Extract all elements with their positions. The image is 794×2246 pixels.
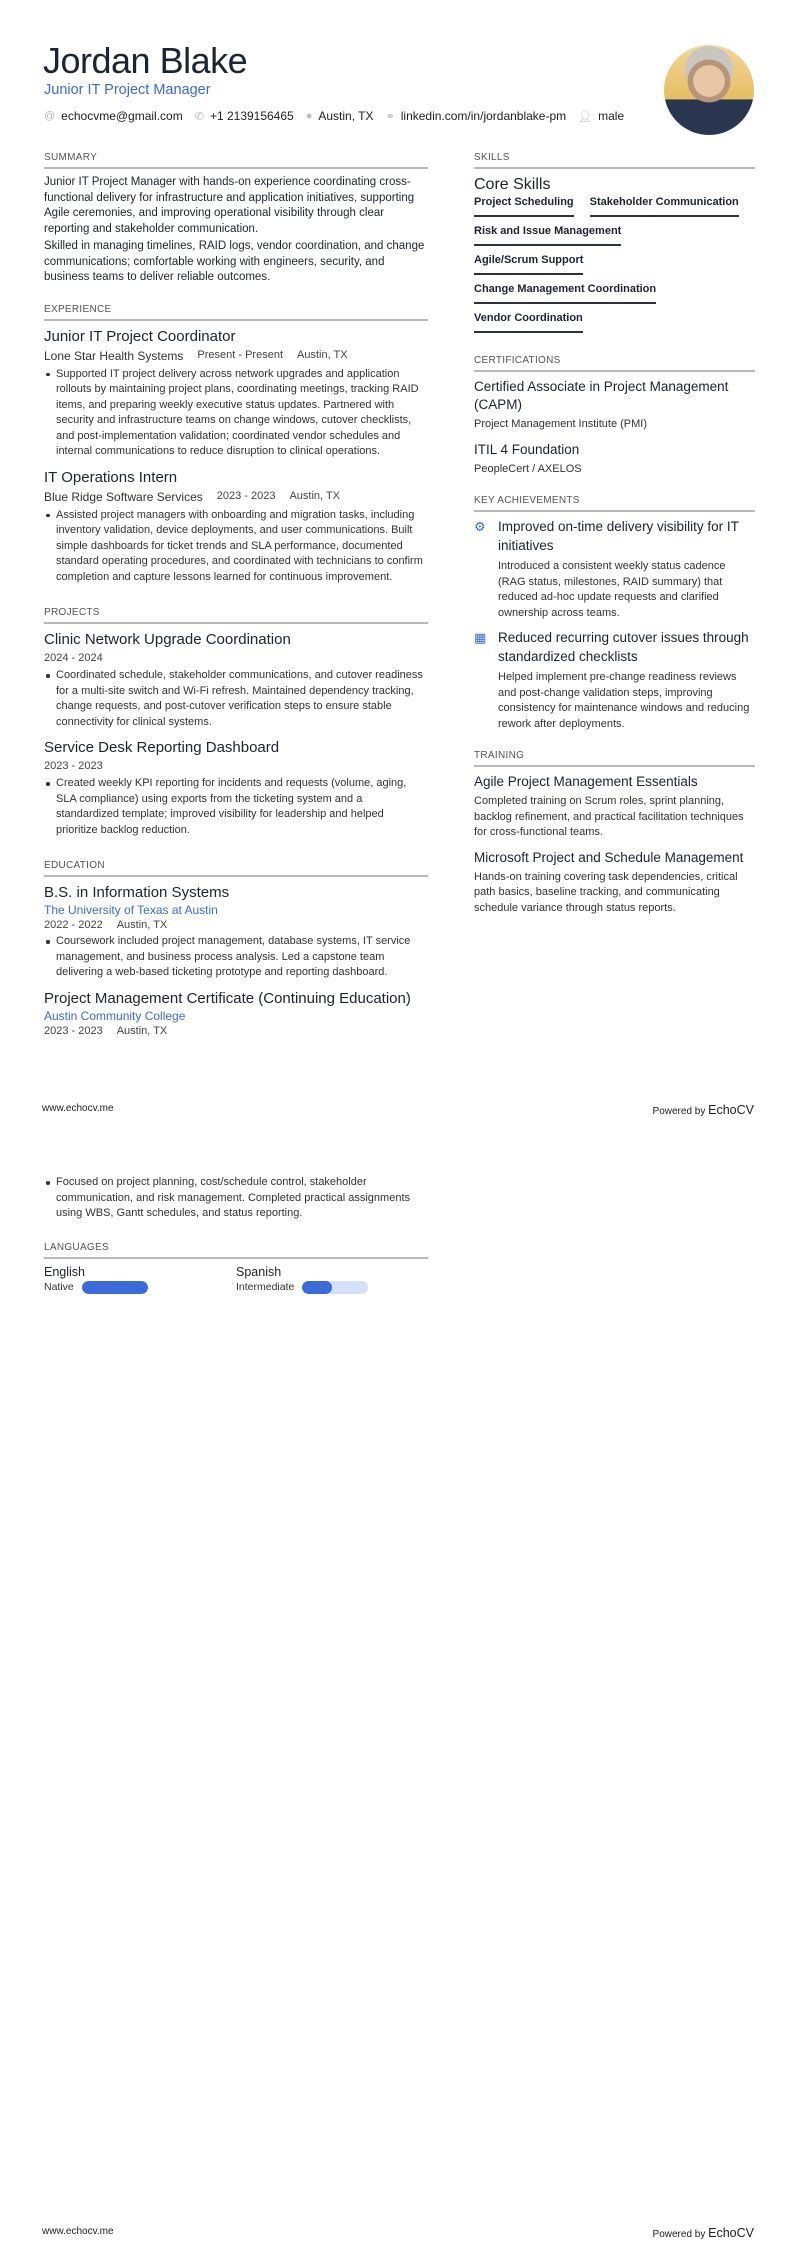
cert-issuer: Project Management Institute (PMI) [474,418,648,430]
skill-group-title: Core Skills [474,176,551,193]
dates: 2024 - 2024 [44,652,103,664]
footer-site-link[interactable]: www.echocv.me [42,1103,114,1114]
skill-tag: Vendor Coordination [474,312,583,333]
location-icon: ● [305,110,313,122]
projects-section [44,607,428,838]
person-icon: 👤︎ [578,110,593,123]
contact-phone[interactable]: ✆ +1 2139156465 [194,109,294,123]
section-heading: TRAINING [474,750,755,767]
experience-item [44,468,428,586]
contact-list [44,109,624,123]
gear-icon: ⚙ [474,519,486,534]
bullet: Assisted project managers with onboarding and migration tasks, including inventory validation, device deployments, and user communications. Built simple dashboards for ticket trends and SLA performance, documented standard operating procedures, and coordinated with technicians to confirm completion and capture lessons learned for continuous improvement. [44,508,428,586]
building-icon: ▦ [474,630,487,645]
certifications-section [474,355,755,477]
cert-name: ITIL 4 Foundation [474,441,580,457]
role-title: IT Operations Intern [44,468,178,486]
certification-item [474,378,755,433]
certification-item [474,441,755,478]
bullet: Created weekly KPI reporting for incidents and requests (volume, aging, SLA compliance) using exports from the ticketing system and a standardized template; improved visibility for leadership and helped prioritize backlog reduction. [44,776,428,838]
skill-tag: Agile/Scrum Support [474,254,583,275]
location: Austin, TX [116,919,168,931]
section-heading: EXPERIENCE [44,304,428,321]
section-heading: SKILLS [474,152,755,169]
section-heading: SUMMARY [44,152,428,169]
summary-text: Junior IT Project Manager with hands-on experience coordinating cross-functional delivery for infrastructure and application initiatives, supporting Agile ceremonies, and improving operational visibility through clear reporting and stakeholder communication. [44,176,415,235]
section-heading: PROJECTS [44,607,428,624]
language-level: Intermediate [236,1281,295,1293]
training-item [474,849,755,917]
language-item [236,1265,428,1294]
contact-email[interactable]: @ echocvme@gmail.com [44,109,183,123]
achievements-section [474,495,755,732]
page-footer [42,2226,754,2240]
language-item [44,1265,236,1294]
role-title: Junior IT Project Coordinator [44,327,236,345]
contact-location: ● Austin, TX [305,109,374,123]
cert-name: Certified Associate in Project Management (CAPM) [474,379,729,412]
left-column [44,1175,428,1294]
left-column [44,152,428,1045]
education-item [44,989,428,1037]
training-item [474,773,755,841]
education-item [44,883,428,981]
bullet: Focused on project planning, cost/schedule control, stakeholder communication, and risk management. Completed practical assignments using WBS, Gantt schedules, and status reporting. [44,1175,428,1222]
training-desc: Completed training on Scrum roles, sprint planning, backlog refinement, and practical facilitation techniques for cross-functional teams. [474,795,744,838]
dates: 2023 - 2023 [44,760,103,772]
training-title: Microsoft Project and Schedule Management [474,849,744,865]
bullet: Supported IT project delivery across network upgrades and application rollouts by maintaining project plans, coordinating meetings, tracking RAID items, and preparing weekly executive status updates. Partnered with security and infrastructure teams on change windows, cutover checklists, and post-implementation validation; coordinated vendor schedules and internal communications to reduce disruption to clinical operations. [44,367,428,460]
skill-tag: Change Management Coordination [474,283,656,304]
project-item [44,630,428,730]
location: Austin, TX [116,1024,168,1037]
experience-section [44,304,428,586]
language-level: Native [44,1281,74,1293]
page-2 [0,1123,794,2246]
phone-icon: ✆ [194,110,204,123]
brand-logo: EchoCV [708,1103,754,1117]
dates: 2023 - 2023 [44,1024,103,1037]
training-title: Agile Project Management Essentials [474,774,698,789]
section-heading: KEY ACHIEVEMENTS [474,495,755,512]
skill-tag: Project Scheduling [474,196,574,217]
skill-tag: Stakeholder Communication [590,196,739,217]
languages-section [44,1242,428,1294]
achievement-desc: Introduced a consistent weekly status cadence (RAG status, milestones, RAID summary) that reduced ad-hoc update requests and clarified ownership across teams. [498,560,726,619]
school: The University of Texas at Austin [44,903,218,917]
achievement-title: Improved on-time delivery visibility for IT initiatives [498,519,739,553]
contact-linkedin[interactable]: ⚭ linkedin.com/in/jordanblake-pm [385,109,567,123]
right-column [474,152,755,924]
dates: 2023 - 2023 [216,489,276,502]
degree: B.S. in Information Systems [44,884,230,901]
at-icon: @ [44,110,56,122]
page-footer [42,1103,754,1117]
school: Austin Community College [44,1008,186,1023]
training-desc: Hands-on training covering task dependencies, critical path basics, baseline tracking, and communicating schedule variance through status reports. [474,870,738,914]
achievement-desc: Helped implement pre-change readiness reviews and post-change validation steps, improving consistency for maintenance windows and reducing rework after deployments. [498,671,750,730]
bullet: Coordinated schedule, stakeholder communications, and cutover readiness for a multi-site switch and Wi-Fi refresh. Maintained dependency tracking, change requests, and post-cutover verification steps to ensure stable connectivity for clinical systems. [44,668,428,730]
section-heading: EDUCATION [44,860,428,877]
proficiency-bar [82,1281,148,1294]
powered-by: Powered by EchoCV [652,2226,754,2240]
experience-item [44,327,428,460]
company: Lone Star Health Systems [44,348,184,363]
cert-issuer: PeopleCert / AXELOS [474,462,582,475]
skills-section [474,152,755,337]
company: Blue Ridge Software Services [44,489,203,504]
location: Austin, TX [297,348,348,361]
brand-logo: EchoCV [708,2226,754,2240]
link-icon: ⚭ [385,110,395,123]
section-heading: LANGUAGES [44,1242,428,1259]
contact-gender: 👤︎ male [578,109,625,123]
footer-site-link[interactable]: www.echocv.me [42,2226,114,2237]
achievement-item [474,629,755,732]
dates: 2022 - 2022 [44,919,103,931]
project-title: Service Desk Reporting Dashboard [44,739,280,756]
degree: Project Management Certificate (Continuing Education) [44,989,411,1007]
proficiency-bar [302,1281,368,1294]
job-title: Junior IT Project Manager [44,82,211,98]
achievement-title: Reduced recurring cutover issues through standardized checklists [498,630,749,664]
location: Austin, TX [289,489,341,502]
summary-text: Skilled in managing timelines, RAID logs, vendor coordination, and change communications; comfortable working with engineers, security, and business teams to deliver reliable outcomes. [44,240,425,283]
section-heading: CERTIFICATIONS [474,355,755,372]
project-title: Clinic Network Upgrade Coordination [44,631,291,648]
powered-by: Powered by EchoCV [652,1103,754,1117]
summary-section [44,152,428,286]
achievement-item [474,518,755,621]
project-item [44,738,428,838]
skill-tag: Risk and Issue Management [474,225,621,246]
language-name: English [44,1264,85,1279]
language-name: Spanish [236,1264,282,1279]
training-section [474,750,755,916]
avatar [664,45,754,135]
bullet: Coursework included project management, database systems, IT service management, and business process analysis. Led a capstone team delivering a web-based ticketing prototype and reporting dashboard. [44,934,428,981]
candidate-name: Jordan Blake [43,40,248,81]
education-section [44,860,428,1037]
skill-tags [474,196,755,337]
dates: Present - Present [197,348,283,361]
